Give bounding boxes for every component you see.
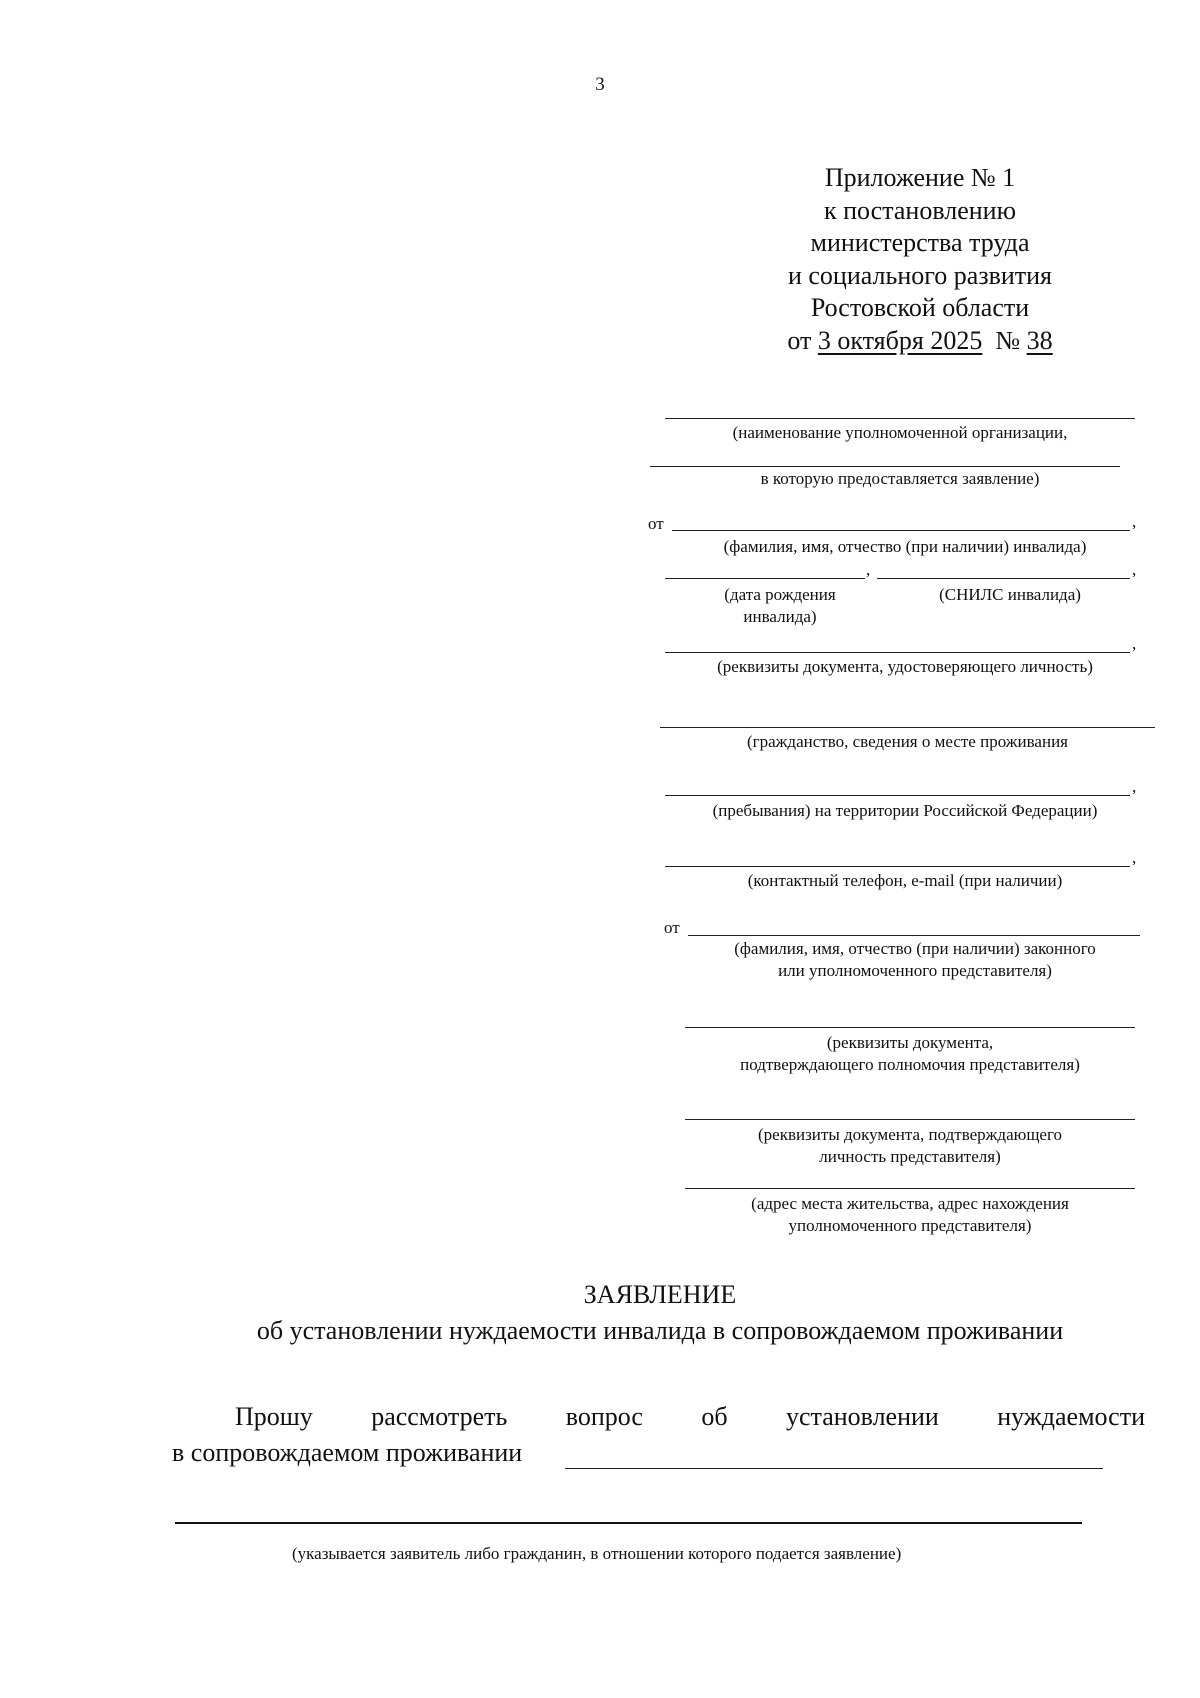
org-name-line[interactable]: [665, 418, 1135, 419]
comma: ,: [1132, 512, 1137, 531]
rep-addr-caption-1: (адрес места жительства, адрес нахождения: [751, 1194, 1069, 1213]
id-doc-caption: (реквизиты документа, удостоверяющего личность): [717, 657, 1093, 676]
resolution-date: 3 октября 2025: [817, 325, 983, 355]
resolution-number: 38: [1026, 325, 1053, 355]
number-prefix: №: [995, 325, 1021, 355]
contact-line[interactable]: [665, 866, 1130, 867]
appendix-date-line: [740, 325, 1100, 358]
comma: ,: [1132, 634, 1137, 653]
contact-caption: (контактный телефон, e-mail (при наличии): [747, 871, 1063, 890]
rep-id-line[interactable]: [685, 1119, 1135, 1120]
rep-fio-caption-1: (фамилия, имя, отчество (при наличии) законного: [734, 939, 1096, 958]
rep-address-line[interactable]: [685, 1188, 1135, 1189]
rep-auth-caption: [680, 1032, 1140, 1076]
birth-caption-1: (дата рождения: [724, 585, 836, 604]
applicant-line[interactable]: [175, 1522, 1082, 1524]
rep-id-caption: [680, 1124, 1140, 1168]
fio-line[interactable]: [672, 530, 1130, 531]
citizenship-caption: (гражданство, сведения о месте проживания: [747, 732, 1068, 751]
comma: ,: [1132, 560, 1137, 579]
date-prefix: от: [787, 325, 812, 355]
rep-addr-caption-2: уполномоченного представителя): [788, 1216, 1032, 1235]
request-line-1: [235, 1402, 1145, 1432]
rep-fio-caption: [680, 938, 1150, 982]
applicant-footnote: (указывается заявитель либо гражданин, в отношении которого подается заявление): [292, 1544, 902, 1563]
birth-date-caption: [680, 584, 880, 628]
birth-date-line[interactable]: [665, 578, 865, 579]
request-word: установлении: [785, 1402, 939, 1431]
birth-caption-2: инвалида): [743, 607, 817, 626]
snils-caption: (СНИЛС инвалида): [939, 585, 1081, 604]
request-word: об: [701, 1402, 728, 1431]
from-label: от: [648, 514, 664, 533]
citizenship-line[interactable]: [660, 727, 1155, 728]
request-fill-line[interactable]: [565, 1468, 1103, 1469]
rep-id-caption-2: личность представителя): [819, 1147, 1001, 1166]
comma: ,: [1132, 848, 1137, 867]
rep-auth-caption-1: (реквизиты документа,: [826, 1033, 994, 1052]
statement-subtitle: об установлении нуждаемости инвалида в сопровождаемом проживании: [256, 1316, 1064, 1345]
org-caption-1: (наименование уполномоченной организации,: [732, 423, 1068, 442]
snils-line[interactable]: [877, 578, 1130, 579]
from-label-2: от: [664, 918, 680, 937]
appendix-title: Приложение № 1: [824, 163, 1016, 192]
stay-caption: (пребывания) на территории Российской Федерации): [712, 801, 1098, 820]
appendix-line: министерства труда: [810, 228, 1030, 257]
appendix-line: Ростовской области: [810, 293, 1030, 322]
page-number: 3: [595, 74, 605, 95]
rep-id-caption-1: (реквизиты документа, подтверждающего: [757, 1125, 1063, 1144]
stay-line[interactable]: [665, 795, 1130, 796]
comma: ,: [1132, 777, 1137, 796]
request-word: рассмотреть: [371, 1402, 508, 1431]
id-doc-line[interactable]: [665, 652, 1130, 653]
request-word: нуждаемости: [997, 1402, 1145, 1431]
org-caption-2: в которую предоставляется заявление): [760, 469, 1040, 488]
rep-fio-line[interactable]: [688, 935, 1140, 936]
rep-auth-caption-2: подтверждающего полномочия представителя): [740, 1055, 1080, 1074]
rep-fio-caption-2: или уполномоченного представителя): [778, 961, 1052, 980]
request-word: вопрос: [565, 1402, 643, 1431]
appendix-line: и социального развития: [787, 260, 1053, 290]
rep-auth-line[interactable]: [685, 1027, 1135, 1028]
org-name-line-2[interactable]: [650, 466, 1120, 467]
appendix-line: к постановлению: [823, 195, 1017, 225]
fio-caption: (фамилия, имя, отчество (при наличии) инвалида): [723, 537, 1087, 556]
request-word: Прошу: [235, 1402, 313, 1431]
statement-title: ЗАЯВЛЕНИЕ: [583, 1280, 737, 1309]
comma: ,: [866, 560, 871, 579]
appendix-block: [740, 162, 1100, 357]
request-line-2: в сопровождаемом проживании: [172, 1438, 523, 1467]
rep-address-caption: [680, 1193, 1140, 1237]
